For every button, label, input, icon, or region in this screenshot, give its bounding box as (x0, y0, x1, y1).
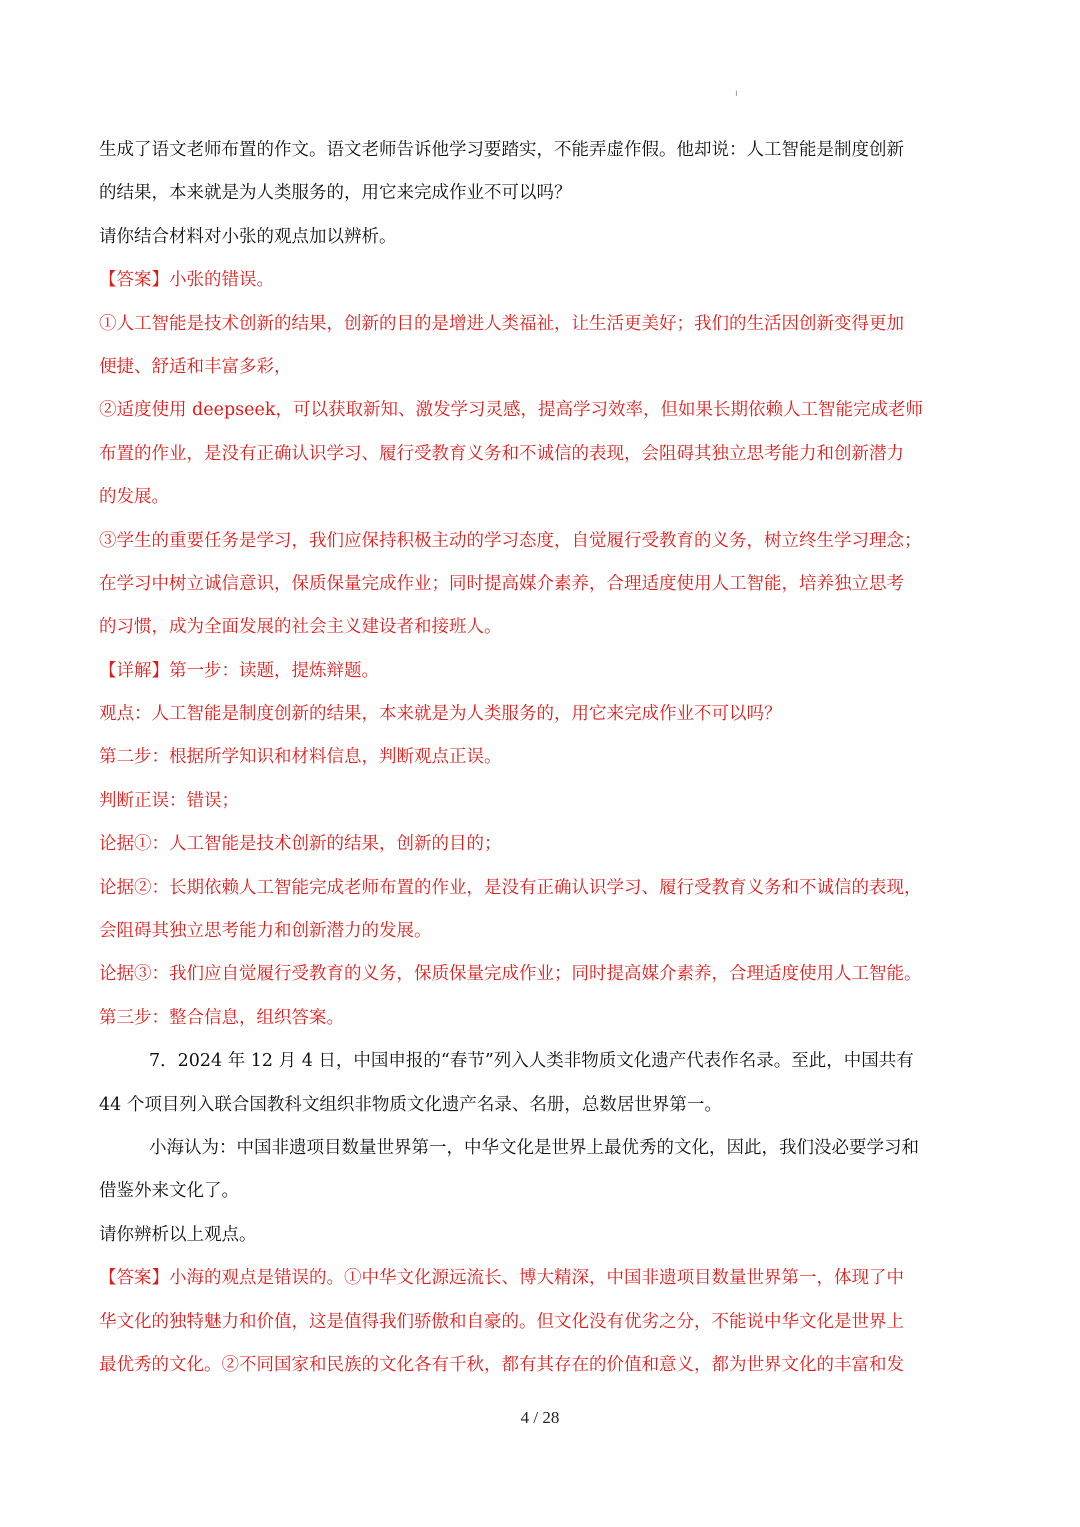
text-line: 小海认为：中国非遗项目数量世界第一，中华文化是世界上最优秀的文化，因此，我们没必要学习和 (149, 1137, 919, 1158)
text-line: 第三步：整合信息，组织答案。 (99, 1007, 344, 1028)
text-line: ②适度使用 deepseek，可以获取新知、激发学习灵感，提高学习效率，但如果长期依赖人工智能完成老师 (99, 400, 923, 421)
text-line: 在学习中树立诚信意识，保质保量完成作业；同时提高媒介素养，合理适度使用人工智能，培养独立思考 (99, 573, 904, 594)
text-line: 第二步：根据所学知识和材料信息，判断观点正误。 (99, 747, 502, 768)
text-line: 请你结合材料对小张的观点加以辨析。 (99, 226, 397, 247)
text-line: 华文化的独特魅力和价值，这是值得我们骄傲和自豪的。但文化没有优劣之分，不能说中华文化是世界上 (99, 1311, 904, 1332)
text-line: ③学生的重要任务是学习，我们应保持积极主动的学习态度，自觉履行受教育的义务，树立终生学习理念； (99, 530, 922, 551)
text-line: 请你辨析以上观点。 (99, 1224, 257, 1245)
document-body (99, 129, 985, 1387)
text-line: 的习惯，成为全面发展的社会主义建设者和接班人。 (99, 617, 502, 638)
text-line: 【答案】小海的观点是错误的。①中华文化源远流长、博大精深，中国非遗项目数量世界第一，体现了中 (99, 1268, 904, 1289)
text-line: 观点：人工智能是制度创新的结果，本来就是为人类服务的，用它来完成作业不可以吗？ (99, 704, 782, 725)
text-line: 【答案】小张的错误。 (99, 270, 274, 291)
text-line: 论据①：人工智能是技术创新的结果，创新的目的； (99, 834, 502, 855)
text-line: 的发展。 (99, 487, 169, 508)
text-line: 会阻碍其独立思考能力和创新潜力的发展。 (99, 921, 432, 942)
text-line: 生成了语文老师布置的作文。语文老师告诉他学习要踏实，不能弄虚作假。他却说：人工智能是制度创新 (99, 140, 904, 160)
text-line: 布置的作业，是没有正确认识学习、履行受教育义务和不诚信的表现，会阻碍其独立思考能力和创新潜力 (99, 443, 904, 464)
text-line: 44 个项目列入联合国教科文组织非物质文化遗产名录、名册，总数居世界第一。 (99, 1094, 722, 1115)
page-number: 4 / 28 (520, 1408, 560, 1427)
text-line: 论据③：我们应自觉履行受教育的义务，保质保量完成作业；同时提高媒介素养，合理适度使用人工智能。 (99, 964, 922, 985)
text-line: 判断正误：错误； (99, 790, 239, 811)
text-line: ①人工智能是技术创新的结果，创新的目的是增进人类福祉，让生活更美好；我们的生活因创新变得更加 (99, 313, 904, 334)
text-line: 最优秀的文化。②不同国家和民族的文化各有千秋，都有其存在的价值和意义，都为世界文化的丰富和发 (99, 1354, 904, 1375)
text-line: 论据②：长期依赖人工智能完成老师布置的作业，是没有正确认识学习、履行受教育义务和不诚信的表现， (99, 877, 922, 898)
text-line: 【详解】第一步：读题，提炼辩题。 (99, 660, 379, 681)
text-line: 借鉴外来文化了。 (99, 1181, 239, 1202)
text-line: 的结果，本来就是为人类服务的，用它来完成作业不可以吗？ (99, 183, 572, 204)
header-mark: ı (735, 88, 738, 99)
text-line: 便捷、舒适和丰富多彩， (99, 356, 292, 377)
text-line: 7．2024 年 12 月 4 日，中国申报的“春节”列入人类非物质文化遗产代表作名录。至此，中国共有 (149, 1051, 914, 1072)
